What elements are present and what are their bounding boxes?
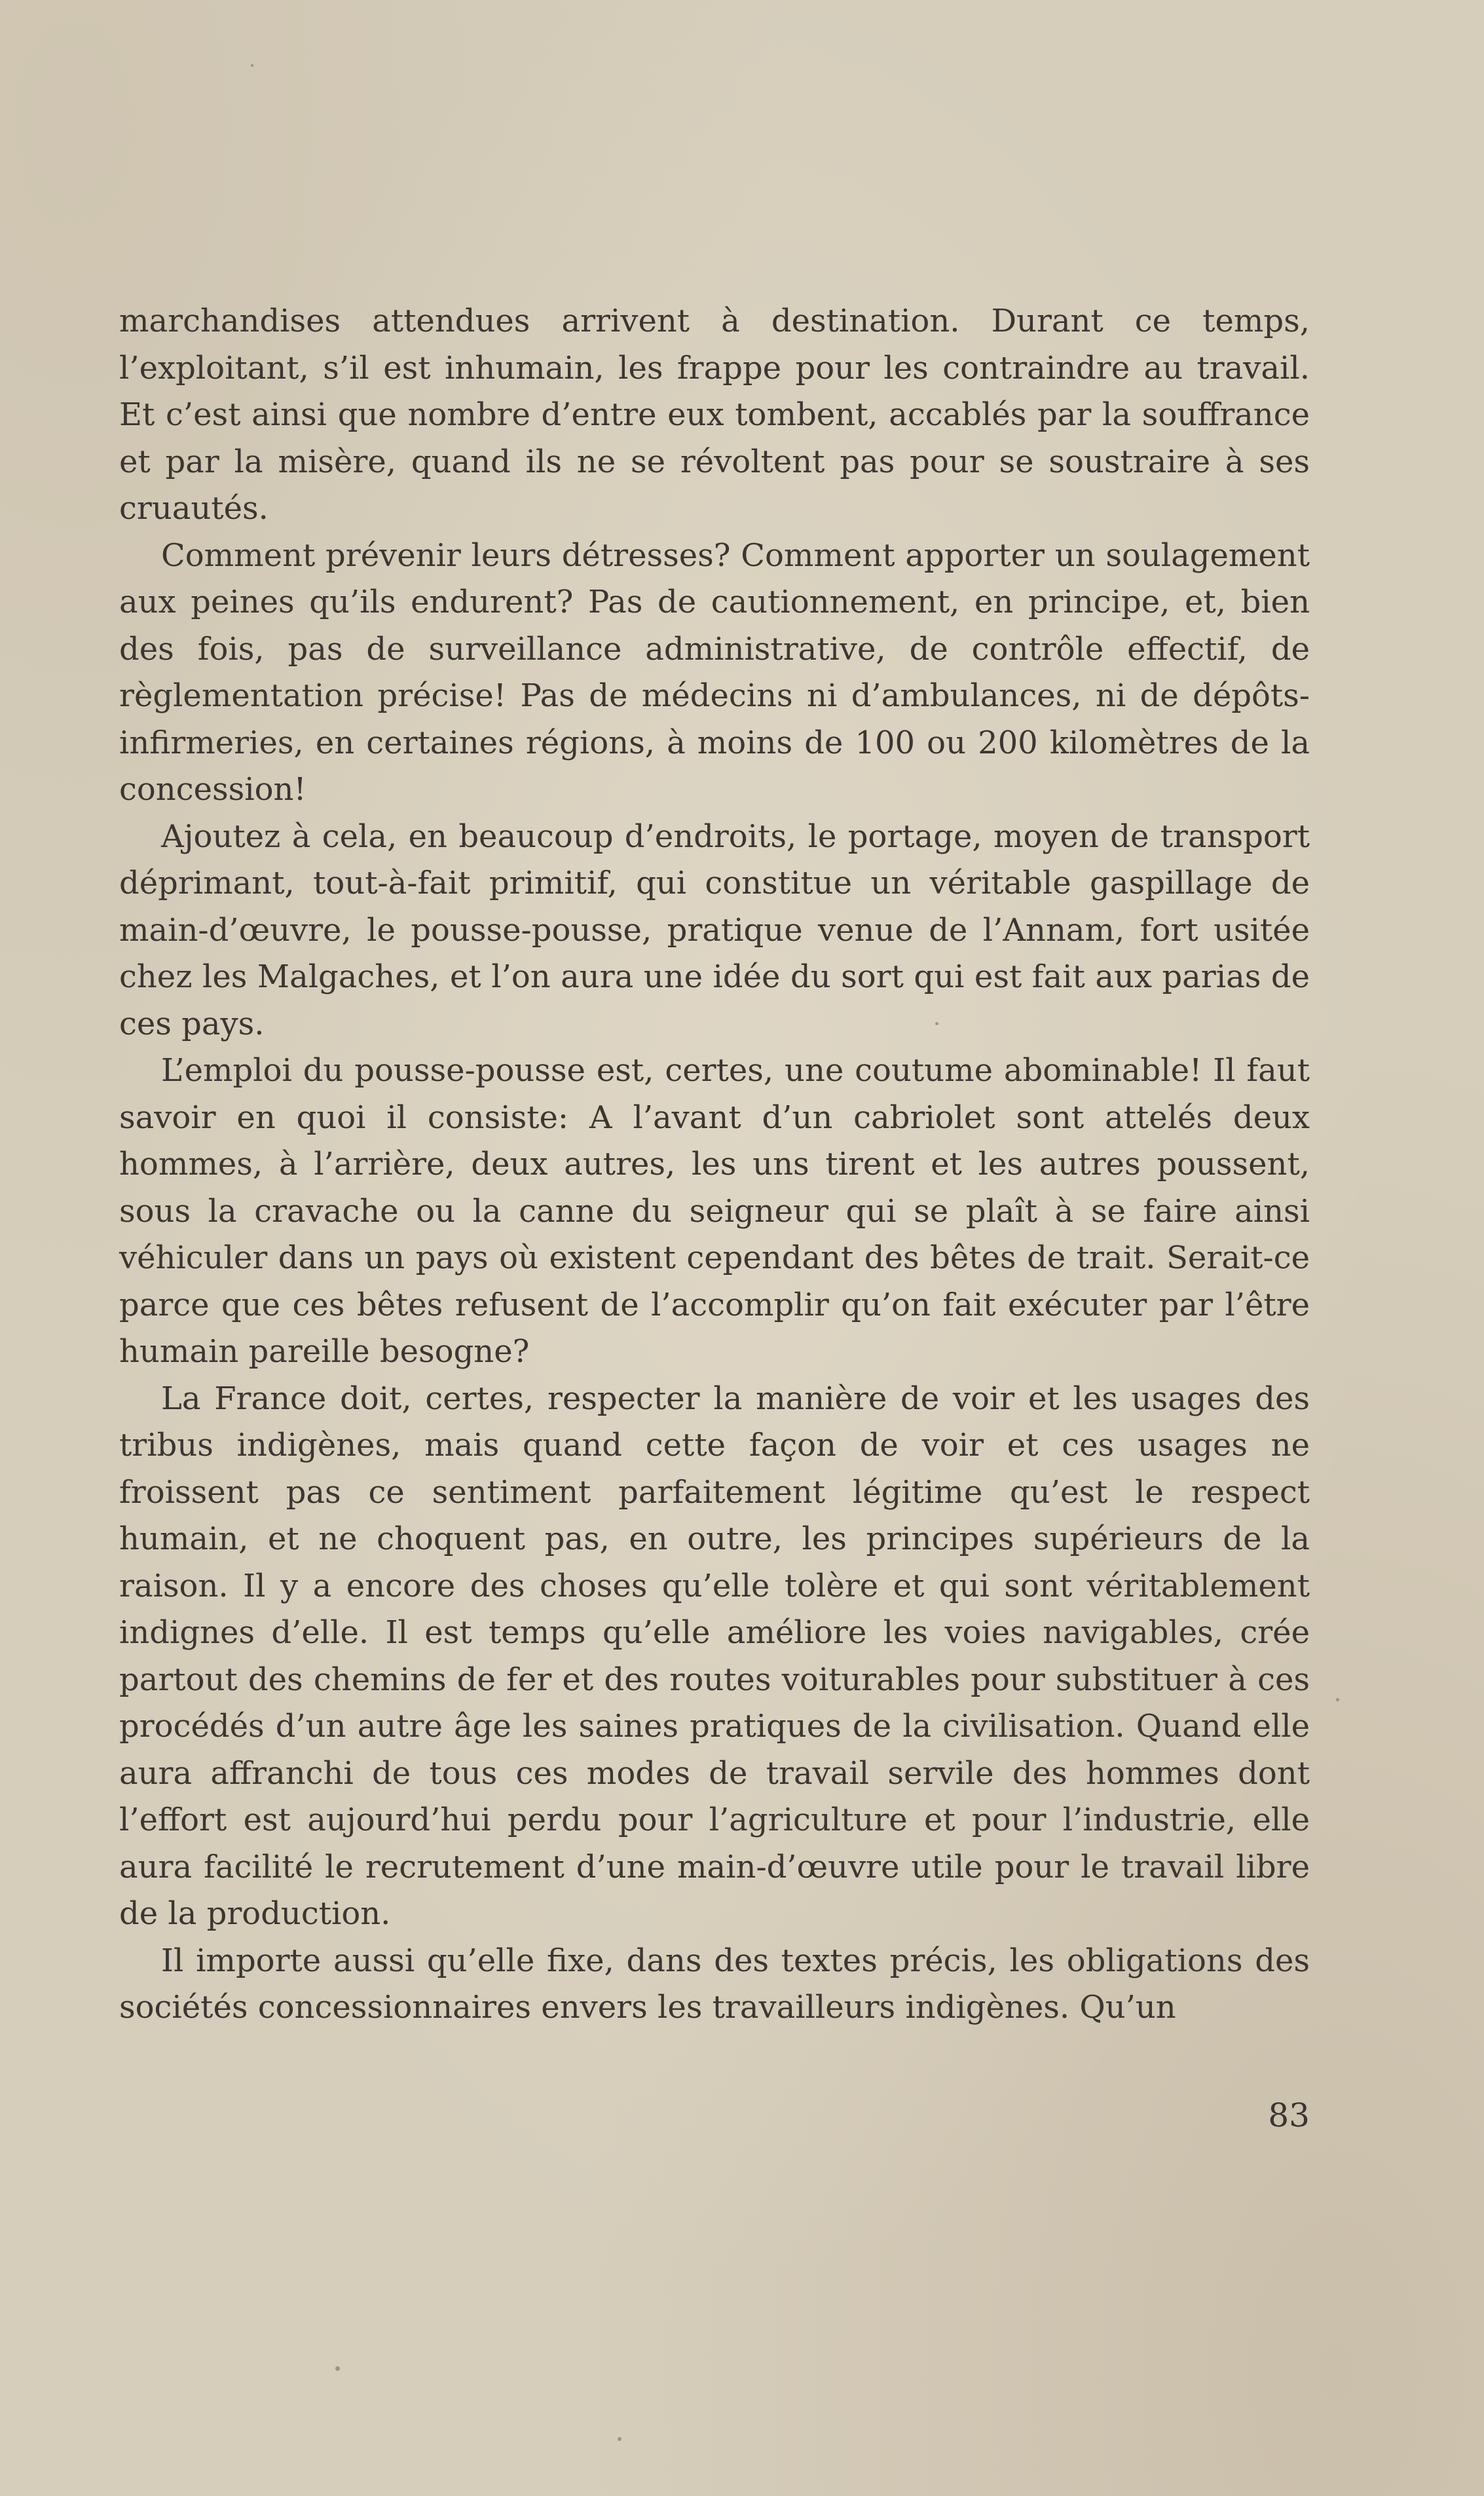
page-number: 83 [1268, 2096, 1310, 2134]
paragraph: La France doit, certes, respecter la manière de voir et les usages des tribus indigènes, mais quand cette façon de voir et ces usages ne froissent pas ce sentiment parfaitement légitime qu’est le respect humain, et ne choquent pas, en outre, les principes supérieurs de la raison. Il y a encore des choses qu’elle tolère et qui sont véritablement indignes d’elle. Il est temps qu’elle améliore les voies navigables, crée partout des chemins de fer et des routes voiturables pour substituer à ces procédés d’un autre âge les saines pratiques de la civilisation. Quand elle aura affranchi de tous ces modes de travail servile des hommes dont l’effort est aujourd’hui perdu pour l’agriculture et pour l’industrie, elle aura facilité le recrutement d’une main-d’œuvre utile pour le travail libre de la production. [119, 1380, 1310, 1932]
paragraph: Comment prévenir leurs détresses? Comment apporter un soulagement aux peines qu’ils endurent? Pas de cautionnement, en principe, et, bien des fois, pas de surveillance administrative, de contrôle effectif, de règlementation précise! Pas de médecins ni d’ambulances, ni de dépôts-infirmeries, en certaines régions, à moins de 100 ou 200 kilomètres de la concession! [119, 537, 1310, 808]
paper-speck [1336, 1698, 1339, 1701]
paragraph: Ajoutez à cela, en beaucoup d’endroits, le portage, moyen de transport déprimant, tout-à-fait primitif, qui constitue un véritable gaspillage de main-d’œuvre, le pousse-pousse, pratique venue de l’Annam, fort usitée chez les Malgaches, et l’on aura une idée du sort qui est fait aux parias de ces pays. [119, 818, 1310, 1042]
paragraph-continued: marchandises attendues arrivent à destination. Durant ce temps, l’exploitant, s’il est inhumain, les frappe pour les contraindre au travail. Et c’est ainsi que nombre d’entre eux tombent, accablés par la souffrance et par la misère, quand ils ne se révoltent pas pour se soustraire à ses cruautés. [119, 303, 1310, 527]
paper-speck [251, 64, 253, 67]
paragraph: Il importe aussi qu’elle fixe, dans des textes précis, les obligations des sociétés concessionnaires envers les travailleurs indigènes. Qu’un [119, 1942, 1310, 2026]
paper-speck [618, 2437, 621, 2441]
paper-speck [335, 2366, 340, 2371]
paragraph: L’emploi du pousse-pousse est, certes, une coutume abominable! Il faut savoir en quoi il consiste: A l’avant d’un cabriolet sont attelés deux hommes, à l’arrière, deux autres, les uns tirent et les autres poussent, sous la cravache ou la canne du seigneur qui se plaît à se faire ainsi véhiculer dans un pays où existent cependant des bêtes de trait. Serait-ce parce que ces bêtes refusent de l’accomplir qu’on fait exécuter par l’être humain pareille besogne? [119, 1052, 1310, 1370]
body-text [119, 298, 1310, 2032]
paper-speck [935, 1022, 938, 1025]
